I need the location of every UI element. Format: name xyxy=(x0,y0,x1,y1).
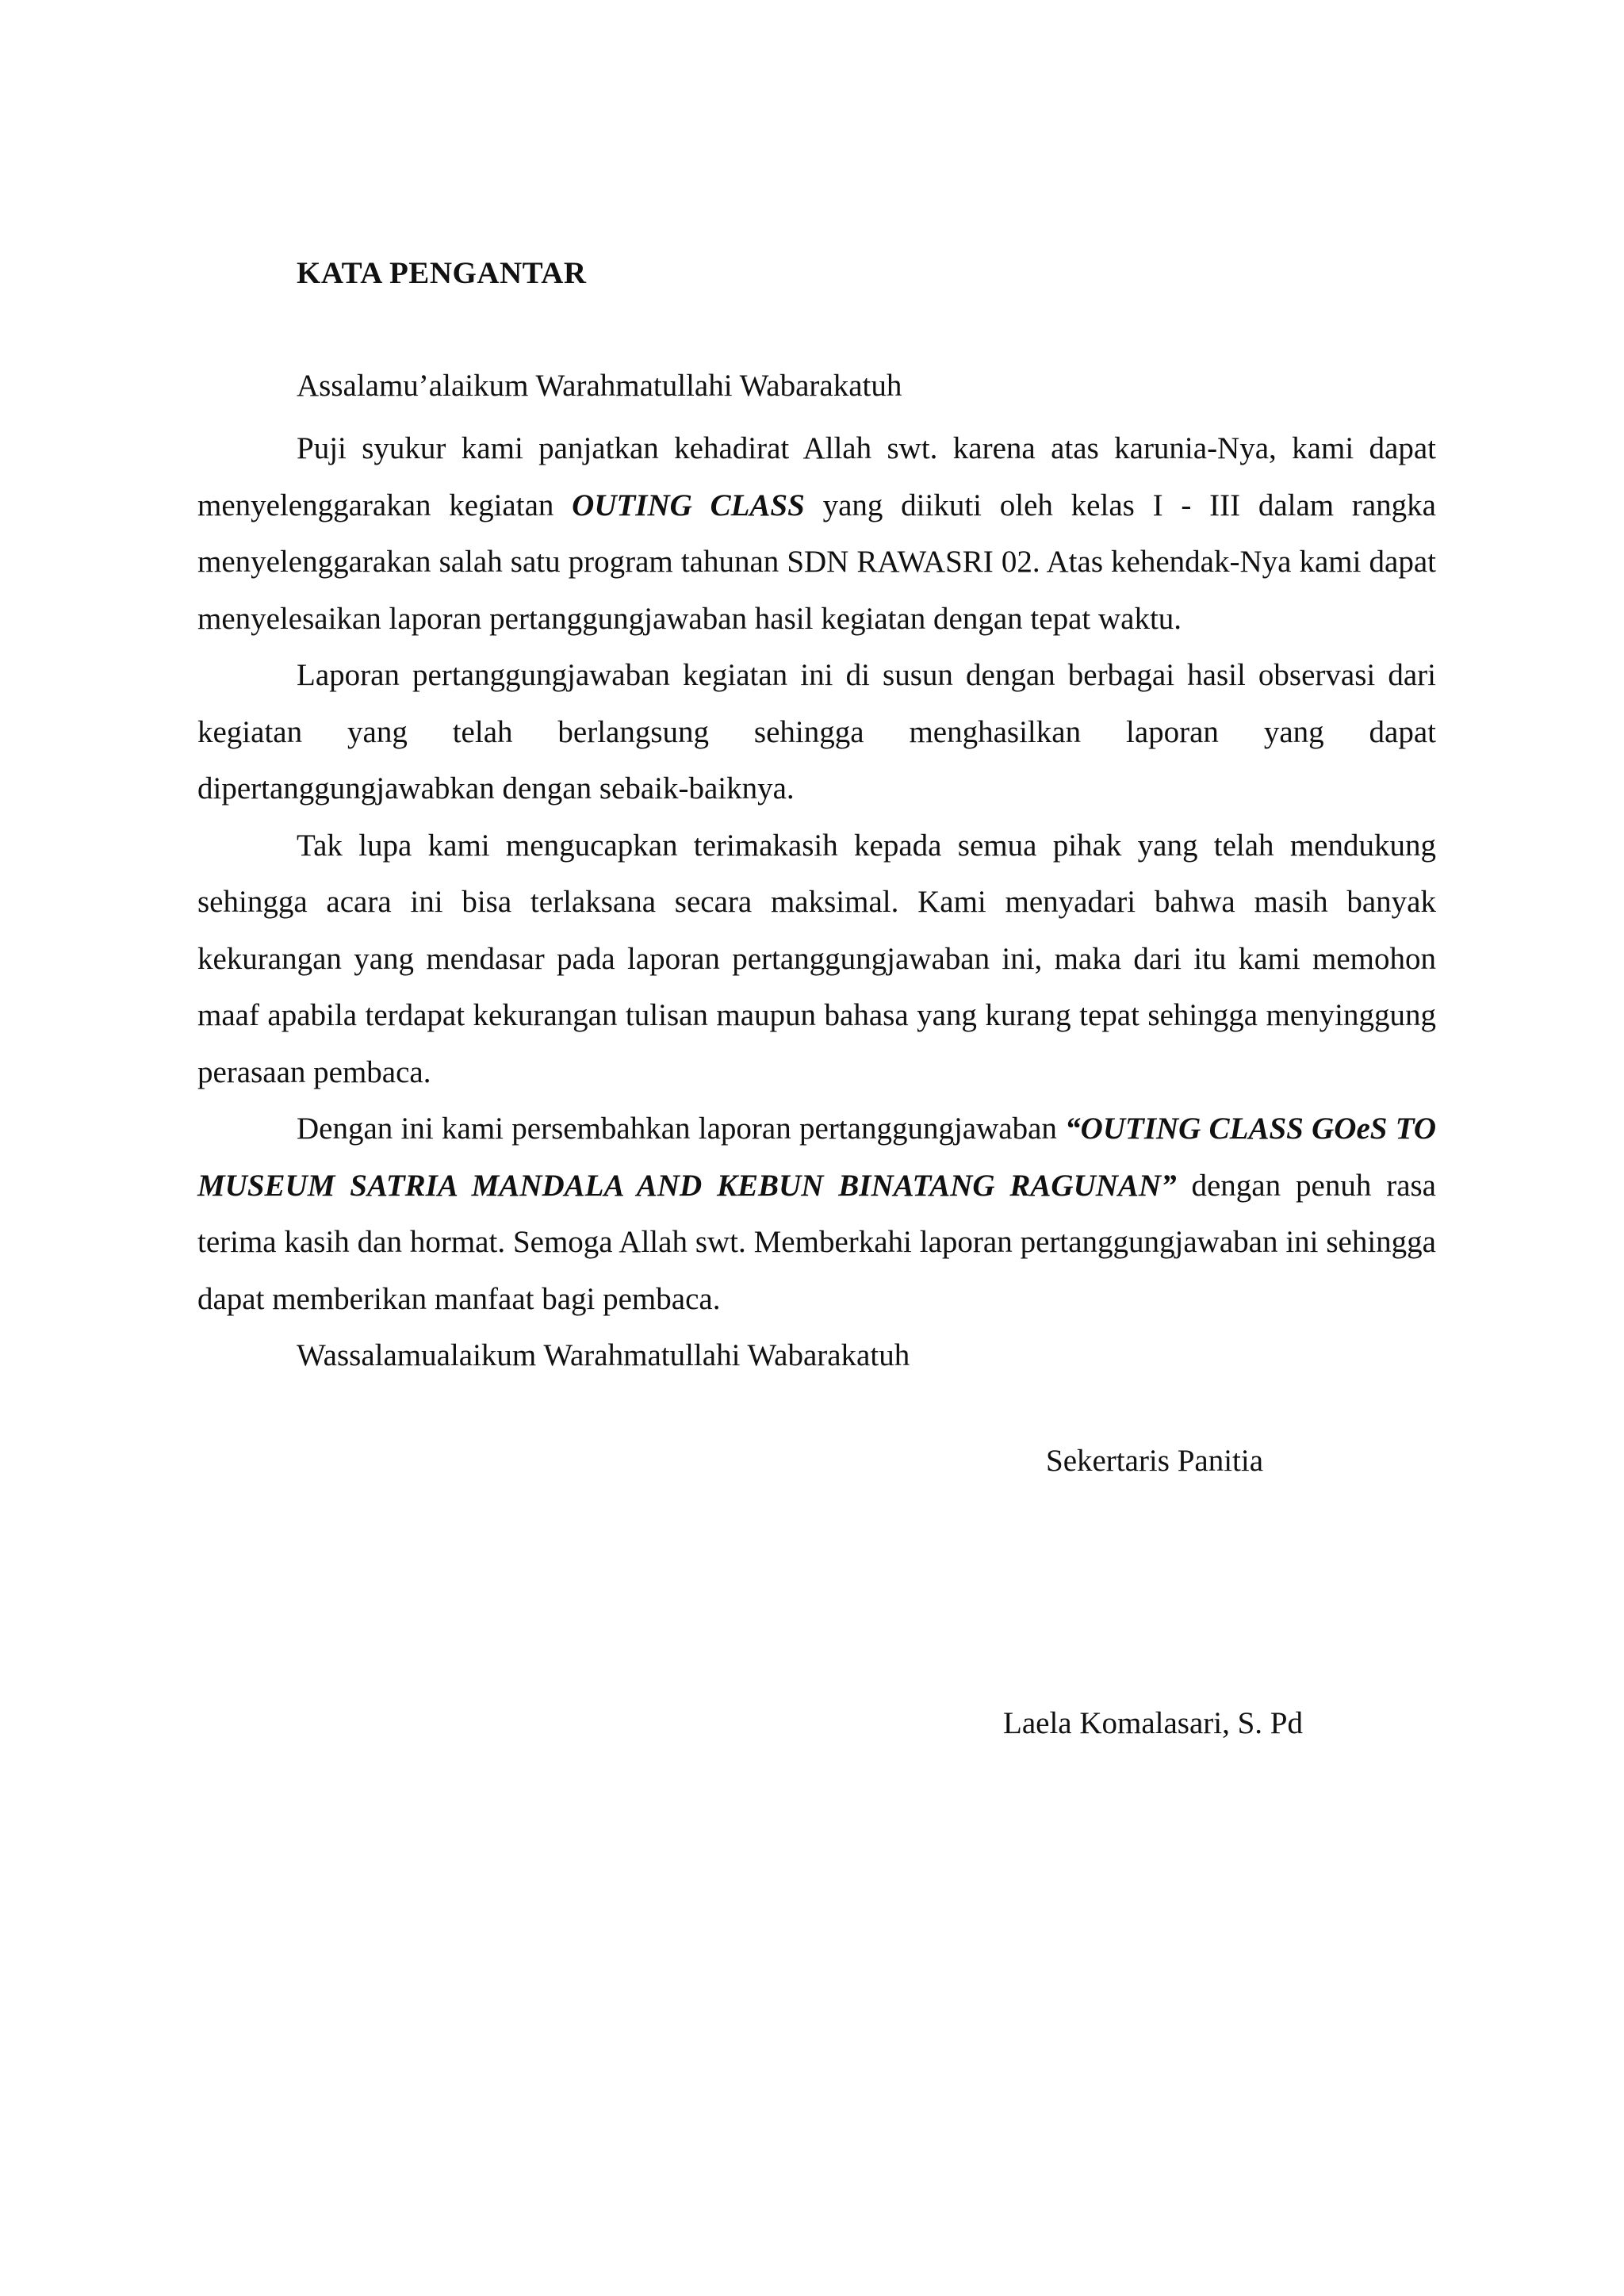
paragraph-4 xyxy=(197,1100,1436,1327)
event-name-emphasis: OUTING CLASS xyxy=(572,488,805,522)
paragraph-1-text-a: Puji syukur kami panjatkan kehadirat Allah swt. karena atas karunia-Nya, kami dapat menyelenggarakan kegiatan xyxy=(197,431,1436,522)
report-title-emphasis: “OUTING CLASS GOeS TO MUSEUM SATRIA MANDALA AND KEBUN BINATANG RAGUNAN” xyxy=(197,1112,1437,1203)
signature-name: Laela Komalasari, S. Pd xyxy=(1003,1706,1303,1740)
paragraph-4-text-b: dengan penuh rasa terima kasih dan hormat. Semoga Allah swt. Memberkahi laporan pertanggungjawaban ini sehingga dapat memberikan manfaat bagi pembaca. xyxy=(197,1168,1436,1316)
document-body xyxy=(197,420,1436,1384)
closing-salutation: Wassalamualaikum Warahmatullahi Wabarakatuh xyxy=(297,1338,910,1372)
paragraph-1 xyxy=(197,420,1436,647)
paragraph-3: Tak lupa kami mengucapkan terimakasih kepada semua pihak yang telah mendukung sehingga acara ini bisa terlaksana secara maksimal. Kami menyadari bahwa masih banyak kekurangan yang mendasar pada laporan pertanggungjawaban ini, maka dari itu kami memohon maaf apabila terdapat kekurangan tulisan maupun bahasa yang kurang tepat sehingga menyinggung perasaan pembaca. xyxy=(197,828,1436,1089)
greeting: Assalamu’alaikum Warahmatullahi Wabarakatuh xyxy=(297,369,902,403)
signature-role: Sekertaris Panitia xyxy=(1046,1444,1264,1478)
paragraph-2: Laporan pertanggungjawaban kegiatan ini di susun dengan berbagai hasil observasi dari kegiatan yang telah berlangsung sehingga menghasilkan laporan yang dapat dipertanggungjawabkan dengan sebaik-baiknya. xyxy=(197,658,1436,806)
paragraph-4-text-a: Dengan ini kami persembahkan laporan pertanggungjawaban xyxy=(297,1112,1066,1146)
page-title: KATA PENGANTAR xyxy=(297,256,587,290)
paragraph-1-text-b: yang diikuti oleh kelas I - III dalam rangka menyelenggarakan salah satu program tahunan SDN RAWASRI 02. Atas kehendak-Nya kami dapat menyelesaikan laporan pertanggungjawaban hasil kegiatan dengan tepat waktu. xyxy=(197,488,1436,636)
